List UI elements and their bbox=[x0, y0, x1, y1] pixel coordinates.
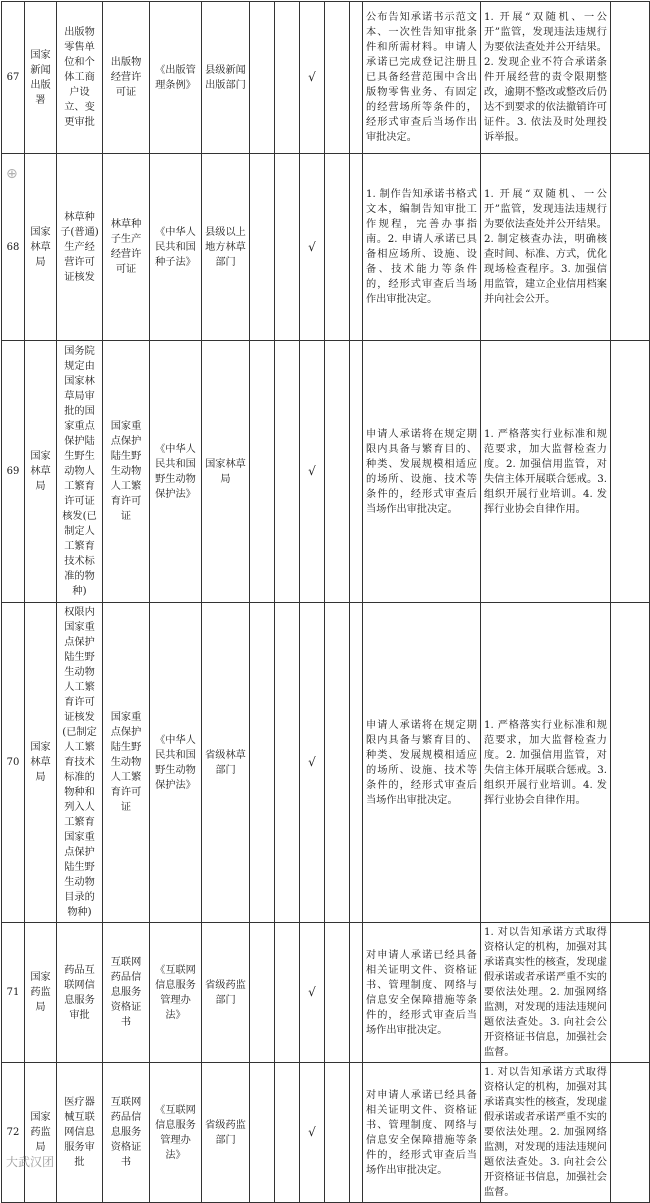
blank-cell bbox=[350, 1063, 363, 1203]
blank-cell bbox=[350, 2, 363, 154]
supervision-cell: 1. 严格落实行业标准和规范要求，加大监督检查力度。2. 加强信用监管，对失信主体开展联合惩戒。3. 组织开展行业培训。4. 发挥行业协会自律作用。 bbox=[481, 603, 611, 923]
blank-cell bbox=[325, 2, 350, 154]
supervision-cell: 1. 对以告知承诺方式取得资格认定的机构，加强对其承诺真实性的核查，发现虚假承诺或者承诺严重不实的要依法处理。2. 加强网络监测，对发现的违法违规问题依法查处。3. 向社会公开资格证书信息，加强社会监督。 bbox=[481, 923, 611, 1063]
measure-cell: 公布告知承诺书示范文本、一次性告知审批条件和所需材料。申请人承诺已完成登记注册且已具备经营范围中含出版物零售业务、有固定的经营场所等条件的，经形式审查后当场作出审批决定。 bbox=[363, 2, 481, 154]
table-row bbox=[2, 341, 650, 603]
table-row bbox=[2, 2, 650, 154]
blank-cell bbox=[250, 1063, 275, 1203]
department-cell: 国家林草局 bbox=[25, 154, 57, 341]
blank-cell bbox=[250, 923, 275, 1063]
blank-cell bbox=[611, 1063, 650, 1203]
blank-cell bbox=[611, 341, 650, 603]
department-cell: 国家林草局 bbox=[25, 603, 57, 923]
policy-table bbox=[1, 1, 650, 1203]
blank-cell bbox=[250, 154, 275, 341]
measure-cell: 申请人承诺将在规定期限内具备与繁育目的、种类、发展规模相适应的场所、设施、技术等条件的，经形式审查后当场作出审批决定。 bbox=[363, 341, 481, 603]
basis-cell: 《中华人民共和国野生动物保护法》 bbox=[150, 603, 202, 923]
commitment-check-cell: √ bbox=[300, 603, 325, 923]
supervision-cell: 1. 对以告知承诺方式取得资格认定的机构，加强对其承诺真实性的核查，发现虚假承诺或者承诺严重不实的要依法处理。2. 加强网络监测，对发现的违法违规问题依法查处。3. 向社会公开资格证书信息，加强社会监督。 bbox=[481, 1063, 611, 1203]
measure-cell: 申请人承诺将在规定期限内具备与繁育目的、种类、发展规模相适应的场所、设施、技术等条件的，经形式审查后当场作出审批决定。 bbox=[363, 603, 481, 923]
measure-cell: 对申请人承诺已经具备相关证明文件、资格证书、管理制度、网络与信息安全保障措施等条件的，经形式审查后当场作出审批决定。 bbox=[363, 1063, 481, 1203]
basis-cell: 《出版管理条例》 bbox=[150, 2, 202, 154]
measure-cell: 对申请人承诺已经具备相关证明文件、资格证书、管理制度、网络与信息安全保障措施等条件的，经形式审查后当场作出审批决定。 bbox=[363, 923, 481, 1063]
row-number: 67 bbox=[2, 2, 25, 154]
blank-cell bbox=[350, 923, 363, 1063]
blank-cell bbox=[275, 341, 300, 603]
commitment-check-cell: √ bbox=[300, 1063, 325, 1203]
measure-cell: 1. 制作告知承诺书格式文本，编制告知审批工作规程，完善办事指南。2. 申请人承诺已具备相应场所、设施、设备、技术能力等条件的，经形式审查后当场作出审批决定。 bbox=[363, 154, 481, 341]
blank-cell bbox=[250, 603, 275, 923]
blank-cell bbox=[611, 603, 650, 923]
license-cell: 国家重点保护陆生野生动物人工繁育许可证 bbox=[103, 341, 150, 603]
department-cell: 国家药监局 bbox=[25, 923, 57, 1063]
item-cell: 药品互联网信息服务审批 bbox=[57, 923, 103, 1063]
blank-cell bbox=[275, 1063, 300, 1203]
blank-cell bbox=[611, 2, 650, 154]
blank-cell bbox=[325, 154, 350, 341]
row-number: 69 bbox=[2, 341, 25, 603]
blank-cell bbox=[325, 923, 350, 1063]
basis-cell: 《互联网信息服务管理办法》 bbox=[150, 923, 202, 1063]
item-cell: 林草种子(普通)生产经营许可证核发 bbox=[57, 154, 103, 341]
blank-cell bbox=[611, 923, 650, 1063]
blank-cell bbox=[350, 154, 363, 341]
blank-cell bbox=[350, 341, 363, 603]
table-row bbox=[2, 154, 650, 341]
supervision-cell: 1. 开展“双随机、一公开”监管，发现违法违规行为要依法查处并公开结果。2. 发现企业不符合承诺条件开展经营的责令限期整改，逾期不整改或整改后仍达不到要求的依法撤销许可证件。3. 依法及时处理投诉举报。 bbox=[481, 2, 611, 154]
watermark-text: 大武汉团 bbox=[6, 1155, 55, 1169]
authority-cell: 省级药监部门 bbox=[202, 1063, 250, 1203]
basis-cell: 《互联网信息服务管理办法》 bbox=[150, 1063, 202, 1203]
row-number: 70 bbox=[2, 603, 25, 923]
department-cell: 国家林草局 bbox=[25, 341, 57, 603]
blank-cell bbox=[275, 923, 300, 1063]
commitment-check-cell: √ bbox=[300, 923, 325, 1063]
blank-cell bbox=[275, 2, 300, 154]
authority-cell: 省级林草部门 bbox=[202, 603, 250, 923]
row-number: 71 bbox=[2, 923, 25, 1063]
item-cell: 权限内国家重点保护陆生野生动物人工繁育许可证核发(已制定人工繁育技术标准的物种和列入人工繁育国家重点保护陆生野生动物目录的物种) bbox=[57, 603, 103, 923]
blank-cell bbox=[275, 154, 300, 341]
weibo-watermark-icon: ⊕ bbox=[6, 166, 18, 182]
blank-cell bbox=[325, 1063, 350, 1203]
item-cell: 医疗器械互联网信息服务审批 bbox=[57, 1063, 103, 1203]
authority-cell: 县级新闻出版部门 bbox=[202, 2, 250, 154]
commitment-check-cell: √ bbox=[300, 2, 325, 154]
item-cell: 国务院规定由国家林草局审批的国家重点保护陆生野生动物人工繁育许可证核发(已制定人工繁育技术标准的物种) bbox=[57, 341, 103, 603]
license-cell: 林草种子生产经营许可证 bbox=[103, 154, 150, 341]
license-cell: 国家重点保护陆生野生动物人工繁育许可证 bbox=[103, 603, 150, 923]
table-row bbox=[2, 1063, 650, 1203]
license-cell: 互联网药品信息服务资格证书 bbox=[103, 1063, 150, 1203]
authority-cell: 县级以上地方林草部门 bbox=[202, 154, 250, 341]
license-cell: 出版物经营许可证 bbox=[103, 2, 150, 154]
item-cell: 出版物零售单位和个体工商户设立、变更审批 bbox=[57, 2, 103, 154]
basis-cell: 《中华人民共和国野生动物保护法》 bbox=[150, 341, 202, 603]
blank-cell bbox=[250, 341, 275, 603]
authority-cell: 省级药监部门 bbox=[202, 923, 250, 1063]
department-cell: 国家药监局 bbox=[25, 1063, 57, 1203]
authority-cell: 国家林草局 bbox=[202, 341, 250, 603]
blank-cell bbox=[325, 341, 350, 603]
table-row bbox=[2, 603, 650, 923]
blank-cell bbox=[250, 2, 275, 154]
license-cell: 互联网药品信息服务资格证书 bbox=[103, 923, 150, 1063]
blank-cell bbox=[325, 603, 350, 923]
table-row bbox=[2, 923, 650, 1063]
department-cell: 国家新闻出版署 bbox=[25, 2, 57, 154]
supervision-cell: 1. 开展“双随机、一公开”监管，发现违法违规行为要依法查处并公开结果。2. 制定核查办法，明确核查时间、标准、方式，优化现场检查程序。3. 加强信用监管，建立企业信用档案并向社会公开。 bbox=[481, 154, 611, 341]
blank-cell bbox=[350, 603, 363, 923]
supervision-cell: 1. 严格落实行业标准和规范要求，加大监督检查力度。2. 加强信用监管，对失信主体开展联合惩戒。3. 组织开展行业培训。4. 发挥行业协会自律作用。 bbox=[481, 341, 611, 603]
basis-cell: 《中华人民共和国种子法》 bbox=[150, 154, 202, 341]
row-number: 72 bbox=[2, 1063, 25, 1203]
row-number: 68 bbox=[2, 154, 25, 341]
blank-cell bbox=[275, 603, 300, 923]
blank-cell bbox=[611, 154, 650, 341]
commitment-check-cell: √ bbox=[300, 341, 325, 603]
commitment-check-cell: √ bbox=[300, 154, 325, 341]
